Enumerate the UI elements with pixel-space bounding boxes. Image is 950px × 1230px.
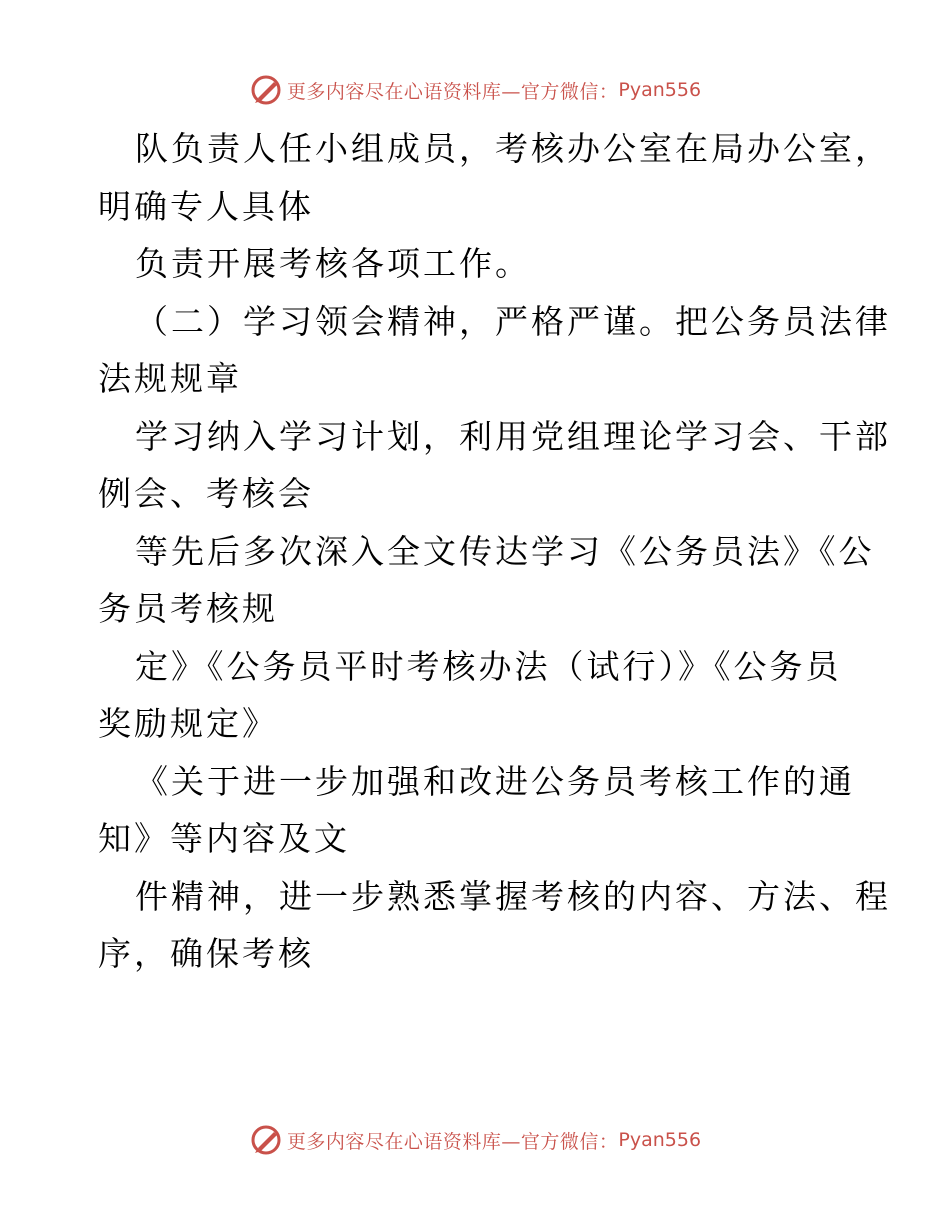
body-line: 知》等内容及文 — [98, 819, 350, 858]
header-watermark-text: 更多内容尽在心语资料库—官方微信： — [286, 80, 619, 103]
header-watermark — [0, 70, 950, 110]
pen-logo-icon — [249, 1123, 283, 1157]
footer-watermark-id: Pyan556 — [618, 1129, 702, 1151]
body-line: 等先后多次深入全文传达学习《公务员法》《公 — [135, 531, 875, 571]
body-line: 明确专人具体 — [98, 186, 314, 226]
body-line: 务员考核规 — [98, 589, 278, 628]
body-line: 例会、考核会 — [98, 474, 314, 513]
body-line: 件精神，进一步熟悉掌握考核的内容、方法、程 — [135, 876, 891, 916]
footer-watermark-text: 更多内容尽在心语资料库—官方微信： — [286, 1130, 619, 1153]
body-line: 奖励规定》 — [98, 704, 278, 743]
body-line: 学习纳入学习计划，利用党组理论学习会、干部 — [135, 416, 891, 456]
body-line: 法规规章 — [98, 359, 242, 398]
header-watermark-id: Pyan556 — [618, 79, 702, 101]
body-line: 负责开展考核各项工作。 — [135, 244, 531, 283]
pen-logo-icon — [249, 73, 283, 107]
body-line: 队负责人任小组成员，考核办公室在局办公室， — [135, 129, 891, 168]
body-line: （二）学习领会精神，严格严谨。把公务员法律 — [135, 301, 891, 341]
body-line: 序，确保考核 — [98, 934, 314, 973]
document-body — [98, 120, 891, 983]
footer-watermark — [0, 1120, 950, 1160]
body-line: 《关于进一步加强和改进公务员考核工作的通 — [135, 761, 855, 801]
body-line: 定》《公务员平时考核办法（试行）》《公务员 — [135, 646, 842, 686]
